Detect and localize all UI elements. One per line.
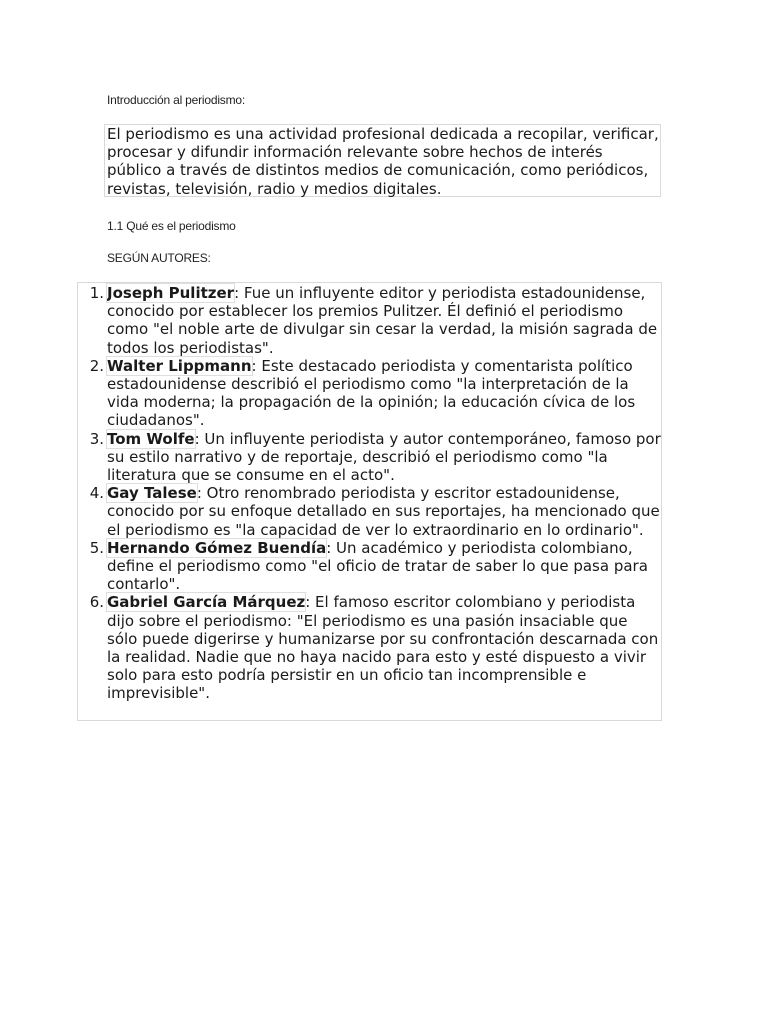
author-description: : Otro renombrado periodista y escritor estadounidense, conocido por su enfoque detallado en sus reportajes, ha mencionado que el periodismo es "la capacidad de ver lo extraordinario en lo ordinario". — [107, 484, 660, 539]
author-description: : Este destacado periodista y comentarista político estadounidense describió el periodismo como "la interpretación de la vida moderna; la propagación de la opinión; la educación cívica de los ciudadanos". — [107, 356, 636, 430]
authors-list — [78, 284, 661, 703]
list-item — [78, 430, 661, 485]
intro-paragraph-box — [104, 124, 661, 197]
author-description: : Un académico y periodista colombiano, define el periodismo como "el oficio de tratar de saber lo que pasa para contarlo". — [107, 538, 648, 594]
list-item-number: 2. — [89, 356, 104, 375]
list-item-number: 1. — [89, 284, 104, 302]
author-description: : Fue un influyente editor y periodista estadounidense, conocido por establecer los premios Pulitzer. Él definió el periodismo como "el noble arte de divulgar sin cesar la verdad, la misión sagrada de todos los periodistas". — [107, 284, 658, 357]
intro-paragraph: El periodismo es una actividad profesional dedicada a recopilar, verificar, procesar y difundir información relevante sobre hechos de interés público a través de distintos medios de comunicación, como periódicos, revistas, televisión, radio y medios digitales. — [107, 125, 659, 198]
list-item — [78, 284, 661, 357]
list-item — [78, 484, 661, 539]
list-item — [78, 357, 661, 430]
author-description: : El famoso escritor colombiano y periodista dijo sobre el periodismo: "El periodismo es una pasión insaciable que sólo puede digerirse y humanizarse por su confrontación descarnada con la realidad. Nadie que no haya nacido para esto y esté dispuesto a vivir solo para esto podría persistir en un oficio tan incomprensible e imprevisible". — [107, 593, 659, 703]
section-title: 1.1 Qué es el periodismo — [107, 219, 236, 233]
authors-list-box — [77, 282, 662, 721]
author-name: Joseph Pulitzer — [107, 284, 235, 302]
list-item-number: 4. — [89, 484, 104, 503]
author-name: Walter Lippmann — [107, 356, 252, 375]
list-item — [78, 539, 661, 594]
authors-label: SEGÚN AUTORES: — [107, 251, 211, 265]
document-heading: Introducción al periodismo: — [107, 93, 246, 107]
list-item — [78, 593, 661, 702]
list-item-number: 6. — [89, 593, 104, 612]
author-name: Tom Wolfe — [107, 429, 195, 448]
author-name: Gabriel García Márquez — [107, 593, 306, 612]
author-name: Hernando Gómez Buendía — [107, 538, 327, 557]
list-item-number: 3. — [89, 429, 104, 448]
author-name: Gay Talese — [107, 484, 197, 503]
author-description: : Un influyente periodista y autor contemporáneo, famoso por su estilo narrativo y de reportaje, describió el periodismo como "la literatura que se consume en el acto". — [107, 429, 661, 485]
list-item-number: 5. — [89, 538, 104, 557]
